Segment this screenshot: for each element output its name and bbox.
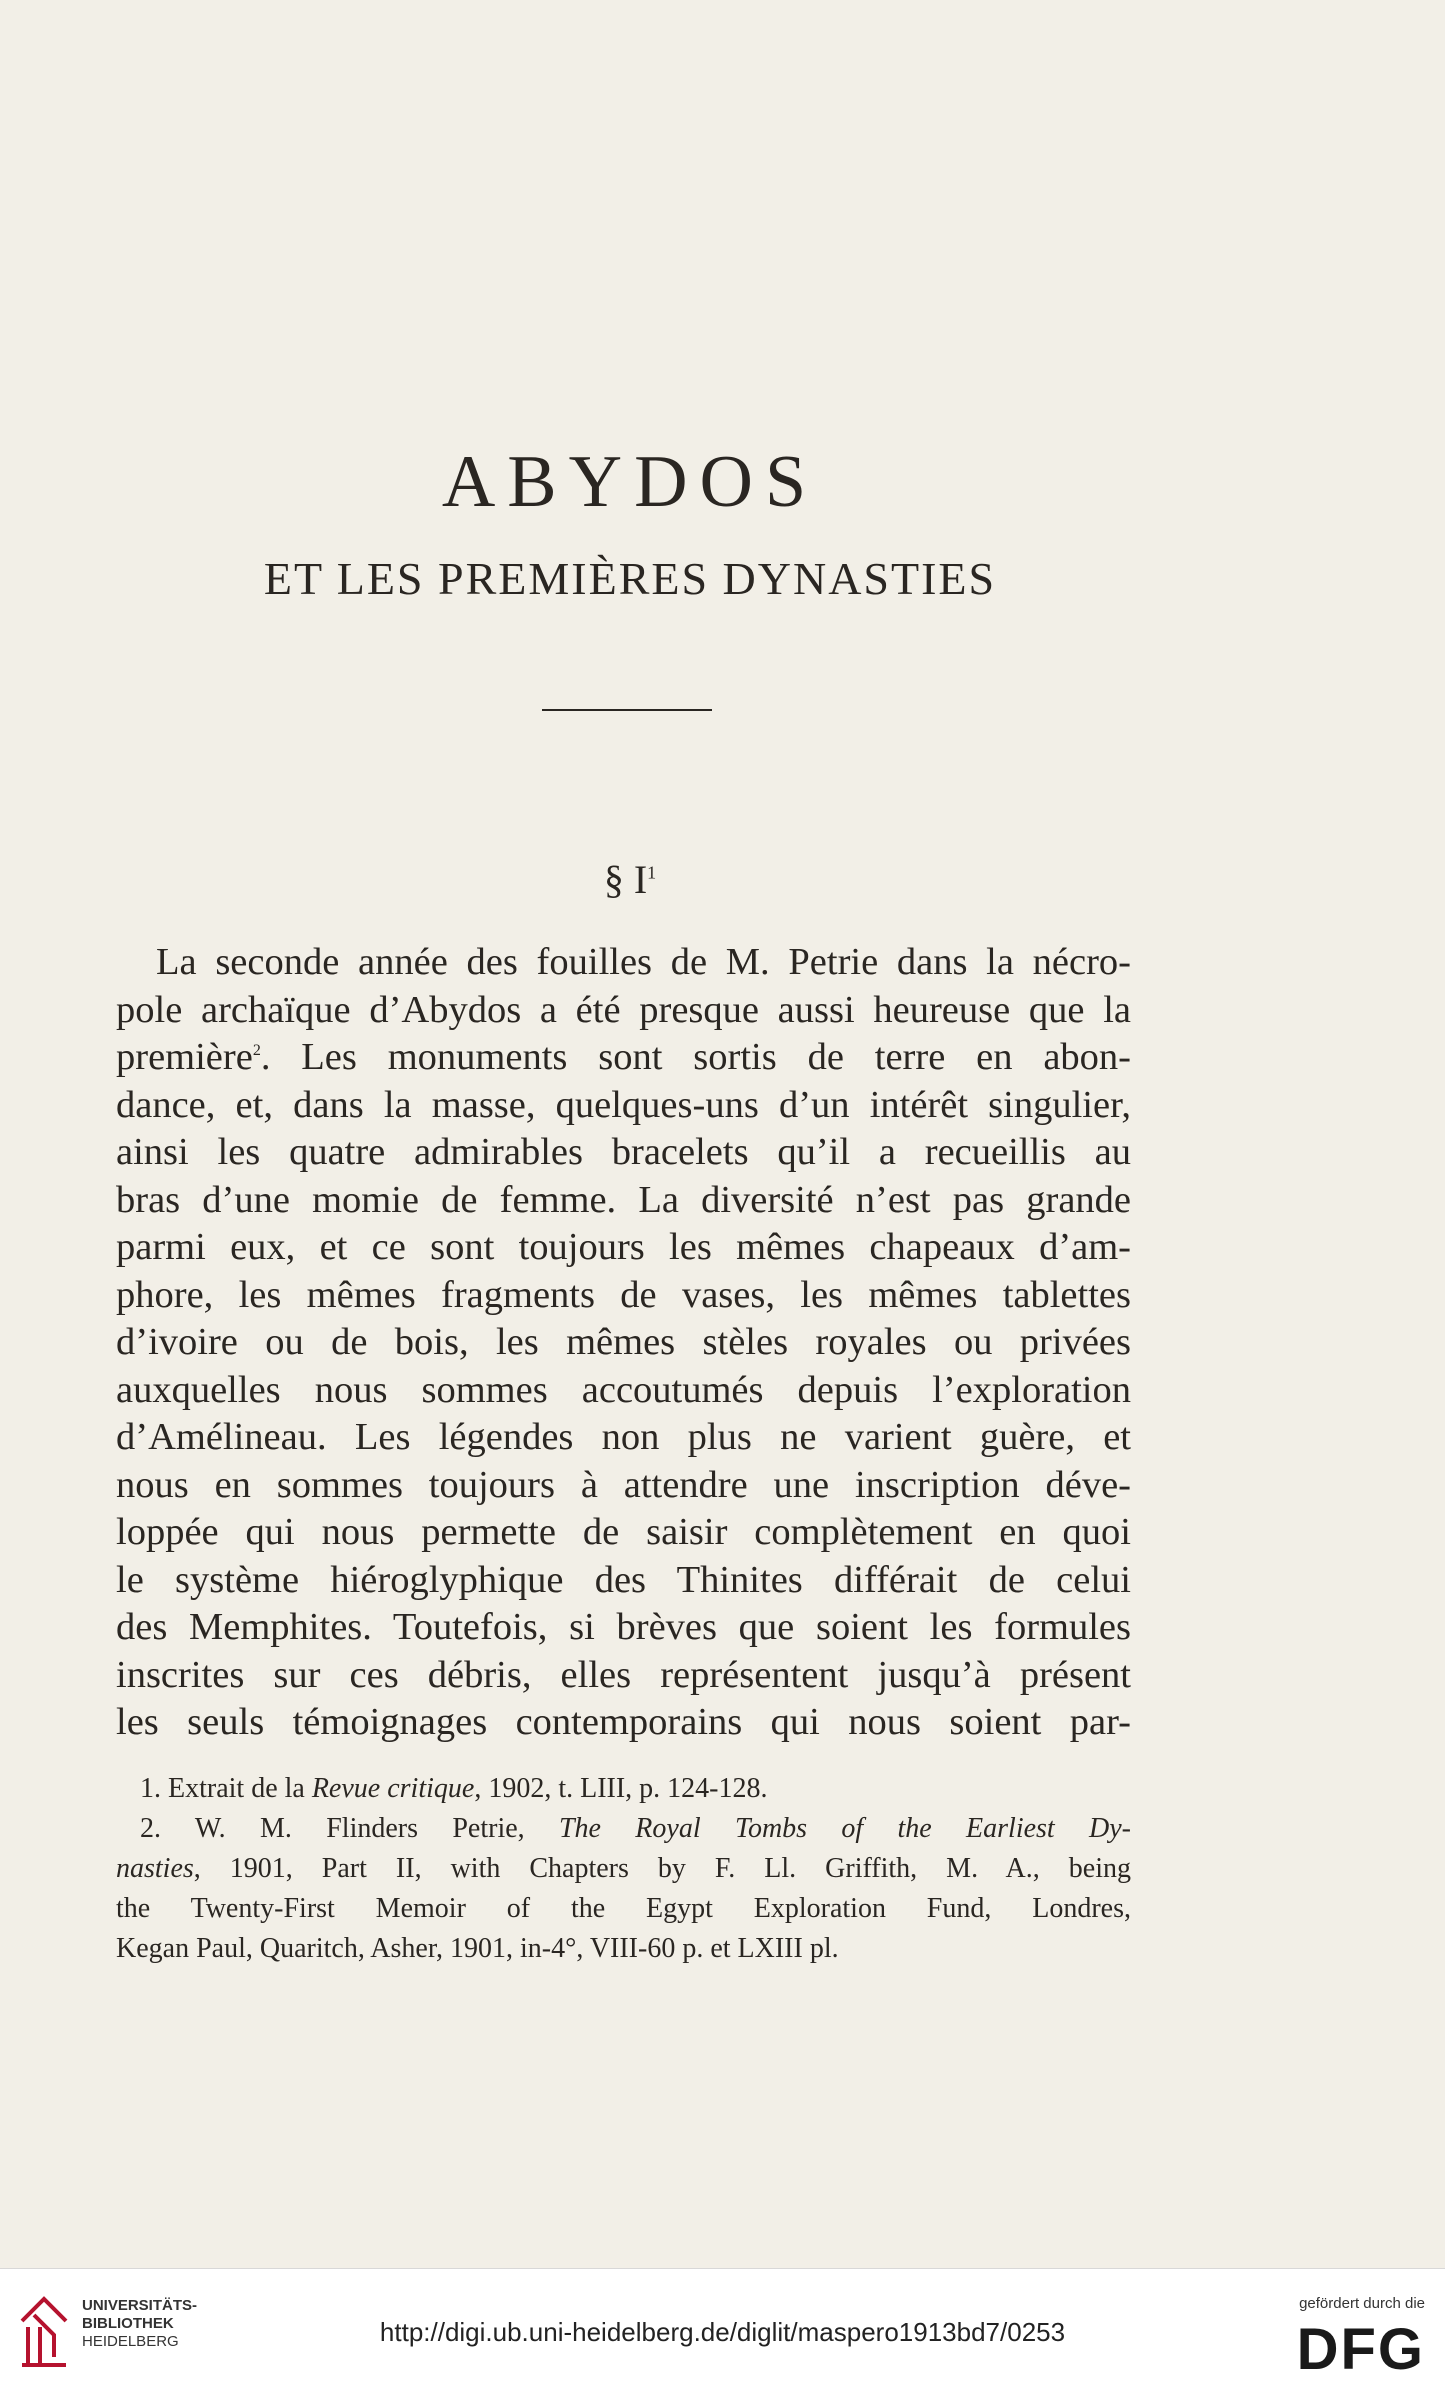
body-line: le système hiéroglyphique des Thinites différait de celui [116, 1558, 1131, 1601]
dfg-logo: DFG [1296, 2317, 1425, 2382]
body-line: première$^2$. Les monuments sont sortis de terre en abon- [116, 1036, 1131, 1078]
body-line: parmi eux, et ce sont toujours les mêmes chapeaux d’am- [116, 1226, 1131, 1268]
footnote-2-line: nasties, 1901, Part II, with Chapters by F. Ll. Griffith, M. A., being [116, 1853, 1131, 1884]
digitization-footer [0, 2268, 1445, 2396]
section-number: § I [603, 857, 648, 902]
page-subtitle: ET LES PREMIÈRES DYNASTIES [263, 553, 997, 604]
body-line: d’ivoire ou de bois, les mêmes stèles royales ou privées [116, 1321, 1131, 1363]
title-divider [542, 709, 712, 711]
footnote-1: 1. Extrait de la Revue critique, 1902, t. LIII, p. 124-128. [140, 1773, 768, 1804]
body-line: loppée qui nous permette de saisir complètement en quoi [116, 1511, 1131, 1553]
footnote-2-line: the Twenty-First Memoir of the Egypt Exploration Fund, Londres, [116, 1893, 1131, 1924]
body-line: les seuls témoignages contemporains qui nous soient par- [116, 1701, 1131, 1743]
body-line: La seconde année des fouilles de M. Petrie dans la nécro- [156, 941, 1131, 983]
footnote-2-line: Kegan Paul, Quaritch, Asher, 1901, in-4°, VIII-60 p. et LXIII pl. [116, 1933, 839, 1964]
body-text [116, 939, 1131, 1747]
page-title: ABYDOS [441, 441, 819, 523]
funding-label: gefördert durch die [1299, 2295, 1425, 2312]
body-line: phore, les mêmes fragments de vases, les mêmes tablettes [116, 1273, 1131, 1316]
body-line: des Memphites. Toutefois, si brèves que soient les formules [116, 1606, 1131, 1648]
body-line: pole archaïque d’Abydos a été presque aussi heureuse que la [116, 988, 1131, 1031]
footnote-ref: 2 [252, 1042, 261, 1060]
body-line: inscrites sur ces débris, elles représentent jusqu’à présent [116, 1653, 1131, 1696]
section-footnote-ref: 1 [647, 862, 657, 883]
body-line: auxquelles nous sommes accoutumés depuis l’exploration [116, 1368, 1131, 1411]
footnote-2: 2. W. M. Flinders Petrie, The Royal Tombs of the Earliest Dy- [140, 1813, 1131, 1844]
permalink-url[interactable]: http://digi.ub.uni-heidelberg.de/diglit/maspero1913bd7/0253 [379, 2317, 1066, 2347]
library-name: UNIVERSITÄTS- BIBLIOTHEK HEIDELBERG [82, 2297, 198, 2350]
body-line: d’Amélineau. Les légendes non plus ne varient guère, et [116, 1416, 1131, 1458]
footnotes [116, 1769, 1131, 1969]
body-line: bras d’une momie de femme. La diversité n’est pas grande [116, 1178, 1131, 1221]
section-heading [0, 856, 1260, 903]
body-line: dance, et, dans la masse, quelques-uns d’un intérêt singulier, [116, 1083, 1131, 1126]
body-line: nous en sommes toujours à attendre une inscription déve- [116, 1463, 1131, 1506]
body-line: ainsi les quatre admirables bracelets qu’il a recueillis au [116, 1131, 1131, 1173]
